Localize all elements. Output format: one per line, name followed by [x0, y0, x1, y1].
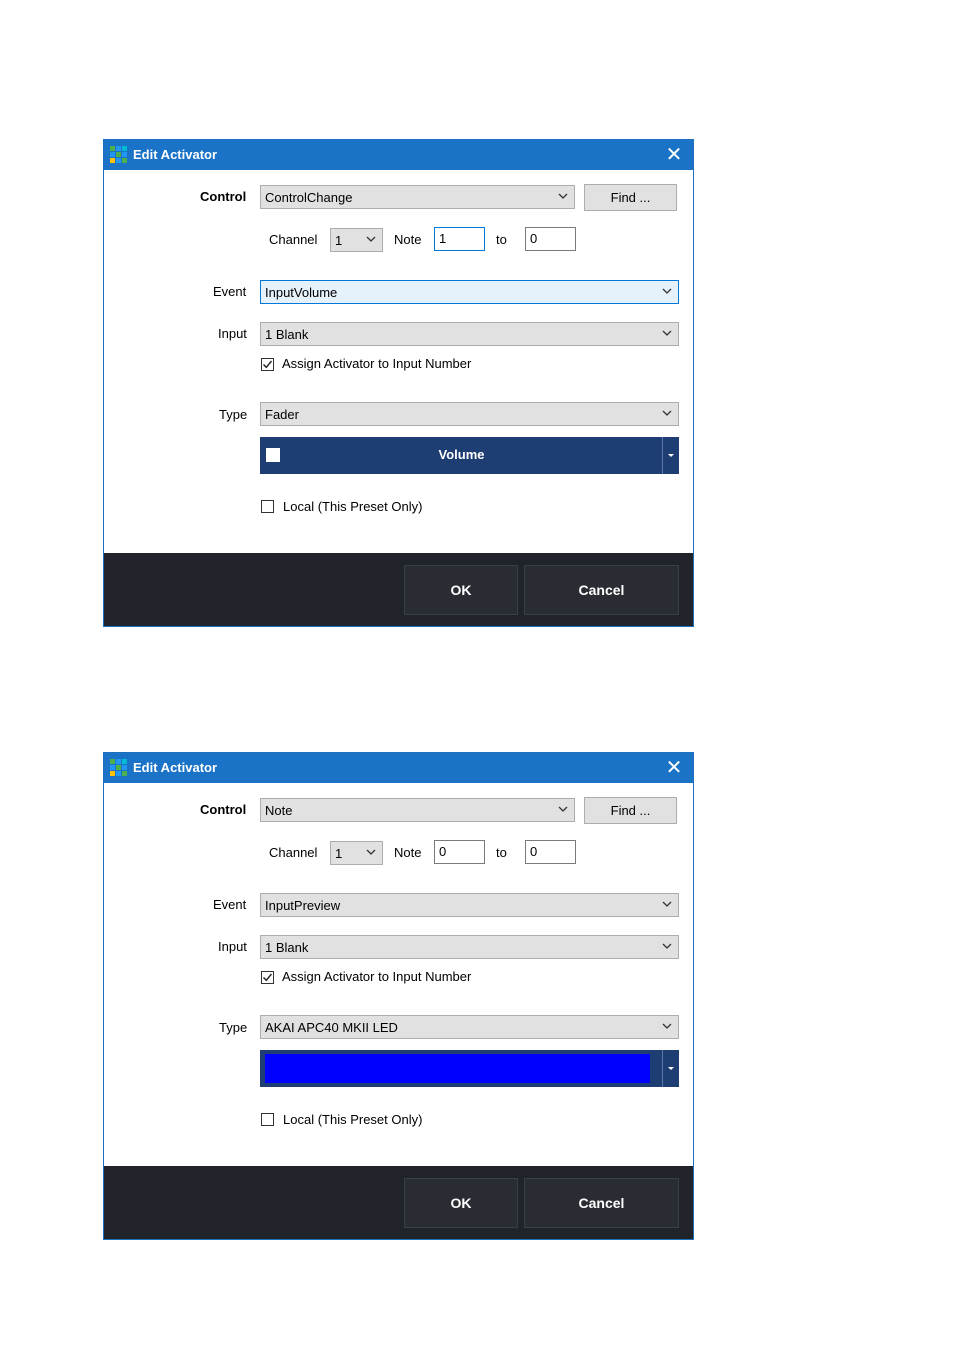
- control-dropdown[interactable]: [260, 185, 575, 209]
- chevron-down-icon: [558, 190, 568, 202]
- channel-value: 1: [335, 846, 343, 861]
- to-label: to: [496, 232, 507, 247]
- edit-activator-dialog-2: [103, 752, 694, 1240]
- volume-color-bar[interactable]: [260, 437, 679, 474]
- channel-label: Channel: [269, 232, 318, 247]
- led-color-bar[interactable]: [260, 1050, 679, 1087]
- note-label: Note: [394, 232, 422, 247]
- close-icon[interactable]: ✕: [665, 757, 683, 779]
- note-input[interactable]: [434, 840, 485, 864]
- channel-dropdown[interactable]: [330, 228, 383, 252]
- local-checkbox[interactable]: [261, 500, 274, 513]
- chevron-down-icon: [662, 940, 672, 952]
- type-label: Type: [219, 1020, 248, 1035]
- event-label: Event: [213, 897, 247, 912]
- input-value: 1 Blank: [265, 940, 309, 955]
- to-value: 0: [530, 231, 538, 246]
- dropdown-arrow-icon[interactable]: [663, 437, 679, 474]
- app-grid-icon: [110, 759, 128, 777]
- control-dropdown[interactable]: [260, 798, 575, 822]
- chevron-down-icon: [662, 1020, 672, 1032]
- checkmark-icon: [262, 359, 273, 370]
- input-label: Input: [218, 326, 247, 341]
- dialog-title: Edit Activator: [133, 760, 218, 775]
- dialog-footer: [104, 553, 693, 626]
- find-button[interactable]: Find ...: [584, 184, 677, 211]
- find-button[interactable]: Find ...: [584, 797, 677, 824]
- input-value: 1 Blank: [265, 327, 309, 342]
- channel-dropdown[interactable]: [330, 841, 383, 865]
- cancel-button[interactable]: Cancel: [524, 565, 679, 615]
- chevron-down-icon: [662, 407, 672, 419]
- type-value: Fader: [265, 407, 299, 422]
- chevron-down-icon: [662, 898, 672, 910]
- control-label: Control: [200, 189, 247, 204]
- event-dropdown[interactable]: [260, 280, 679, 304]
- channel-label: Channel: [269, 845, 318, 860]
- chevron-down-icon: [662, 327, 672, 339]
- local-label: Local (This Preset Only): [283, 499, 423, 514]
- control-value: ControlChange: [265, 190, 353, 205]
- cancel-button[interactable]: Cancel: [524, 1178, 679, 1228]
- local-label: Local (This Preset Only): [283, 1112, 423, 1127]
- led-color-fill[interactable]: [265, 1054, 650, 1083]
- close-icon[interactable]: ✕: [665, 144, 683, 166]
- input-label: Input: [218, 939, 247, 954]
- note-value: 0: [439, 844, 447, 859]
- type-dropdown[interactable]: [260, 402, 679, 426]
- ok-button[interactable]: OK: [404, 565, 518, 615]
- chevron-down-icon: [366, 846, 376, 858]
- channel-value: 1: [335, 233, 343, 248]
- event-dropdown[interactable]: [260, 893, 679, 917]
- ok-button[interactable]: OK: [404, 1178, 518, 1228]
- app-grid-icon: [110, 146, 128, 164]
- event-value: InputVolume: [265, 285, 338, 300]
- assign-checkbox[interactable]: [261, 971, 274, 984]
- chevron-down-icon: [366, 233, 376, 245]
- to-label: to: [496, 845, 507, 860]
- type-label: Type: [219, 407, 248, 422]
- edit-activator-dialog-1: [103, 139, 694, 627]
- chevron-down-icon: [558, 803, 568, 815]
- assign-checkbox[interactable]: [261, 358, 274, 371]
- assign-label: Assign Activator to Input Number: [282, 969, 472, 984]
- checkmark-icon: [262, 972, 273, 983]
- note-value: 1: [439, 231, 447, 246]
- control-label: Control: [200, 802, 247, 817]
- note-label: Note: [394, 845, 422, 860]
- to-input[interactable]: [525, 840, 576, 864]
- event-label: Event: [213, 284, 247, 299]
- input-dropdown[interactable]: [260, 322, 679, 346]
- title-bar: [104, 753, 693, 783]
- dropdown-arrow-icon[interactable]: [663, 1050, 679, 1087]
- event-value: InputPreview: [265, 898, 341, 913]
- dialog-footer: [104, 1166, 693, 1239]
- type-value: AKAI APC40 MKII LED: [265, 1020, 398, 1035]
- input-dropdown[interactable]: [260, 935, 679, 959]
- to-input[interactable]: [525, 227, 576, 251]
- note-input[interactable]: [434, 227, 485, 251]
- chevron-down-icon: [662, 285, 672, 297]
- dialog-title: Edit Activator: [133, 147, 218, 162]
- control-value: Note: [265, 803, 293, 818]
- type-dropdown[interactable]: [260, 1015, 679, 1039]
- color-bar-label: Volume: [438, 447, 485, 462]
- local-checkbox[interactable]: [261, 1113, 274, 1126]
- title-bar: [104, 140, 693, 170]
- to-value: 0: [530, 844, 538, 859]
- assign-label: Assign Activator to Input Number: [282, 356, 472, 371]
